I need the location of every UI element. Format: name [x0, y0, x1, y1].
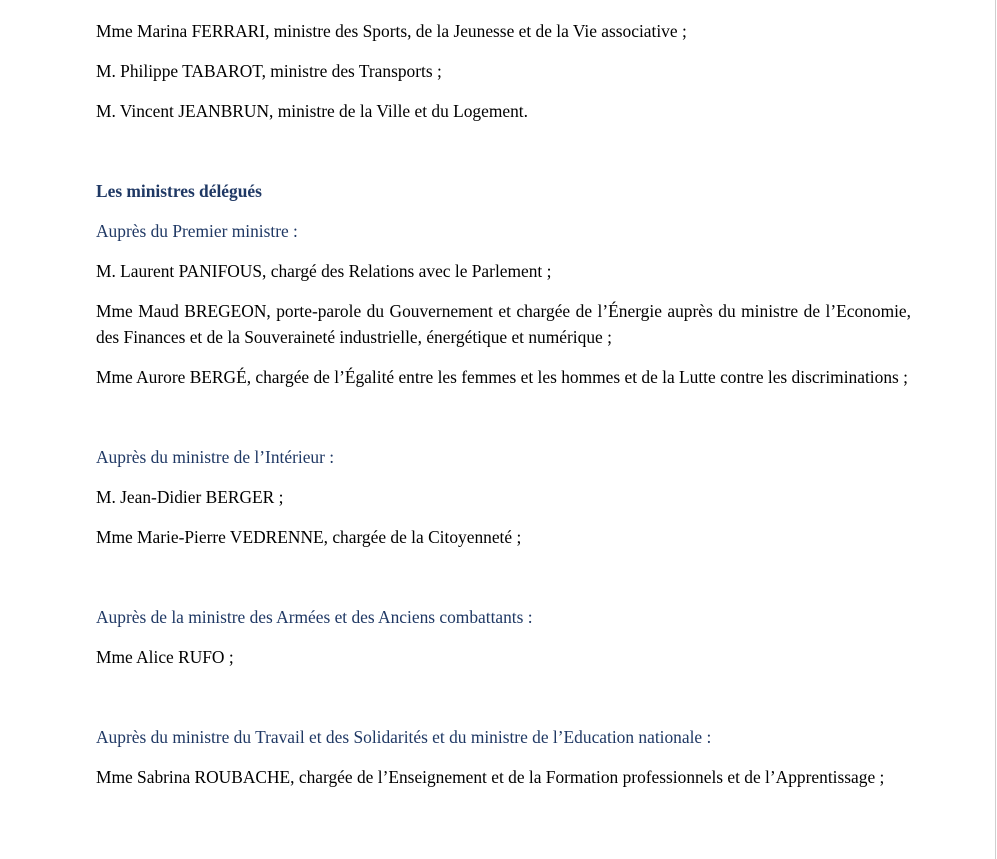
- subsection-heading-premier-ministre: Auprès du Premier ministre :: [96, 221, 298, 241]
- minister-entry: Mme Marina FERRARI, ministre des Sports, de la Jeunesse et de la Vie associative ;: [96, 21, 687, 41]
- subsection-heading-travail: Auprès du ministre du Travail et des Solidarités et du ministre de l’Education nationale :: [96, 727, 712, 747]
- minister-entry: Mme Aurore BERGÉ, chargée de l’Égalité entre les femmes et les hommes et de la Lutte contre les discriminations ;: [96, 367, 908, 387]
- minister-entry: M. Jean-Didier BERGER ;: [96, 487, 284, 507]
- subsection-heading-interieur: Auprès du ministre de l’Intérieur :: [96, 447, 335, 467]
- minister-entry: M. Vincent JEANBRUN, ministre de la Ville et du Logement.: [96, 101, 528, 121]
- document-content: [96, 18, 911, 790]
- section-title-ministres-delegues: Les ministres délégués: [96, 181, 262, 201]
- minister-entry: M. Laurent PANIFOUS, chargé des Relations avec le Parlement ;: [96, 261, 552, 281]
- subsection-heading-armees: Auprès de la ministre des Armées et des Anciens combattants :: [96, 607, 533, 627]
- minister-entry: Mme Maud BREGEON, porte-parole du Gouvernement et chargée de l’Énergie auprès du ministre de l’Economie, des Finances et de la Souveraineté industrielle, énergétique et numérique ;: [96, 301, 911, 347]
- minister-entry: Mme Marie-Pierre VEDRENNE, chargée de la Citoyenneté ;: [96, 527, 522, 547]
- minister-entry: M. Philippe TABAROT, ministre des Transports ;: [96, 61, 442, 81]
- minister-entry: Mme Alice RUFO ;: [96, 647, 234, 667]
- minister-entry: Mme Sabrina ROUBACHE, chargée de l’Enseignement et de la Formation professionnels et de l’Apprentissage ;: [96, 767, 885, 787]
